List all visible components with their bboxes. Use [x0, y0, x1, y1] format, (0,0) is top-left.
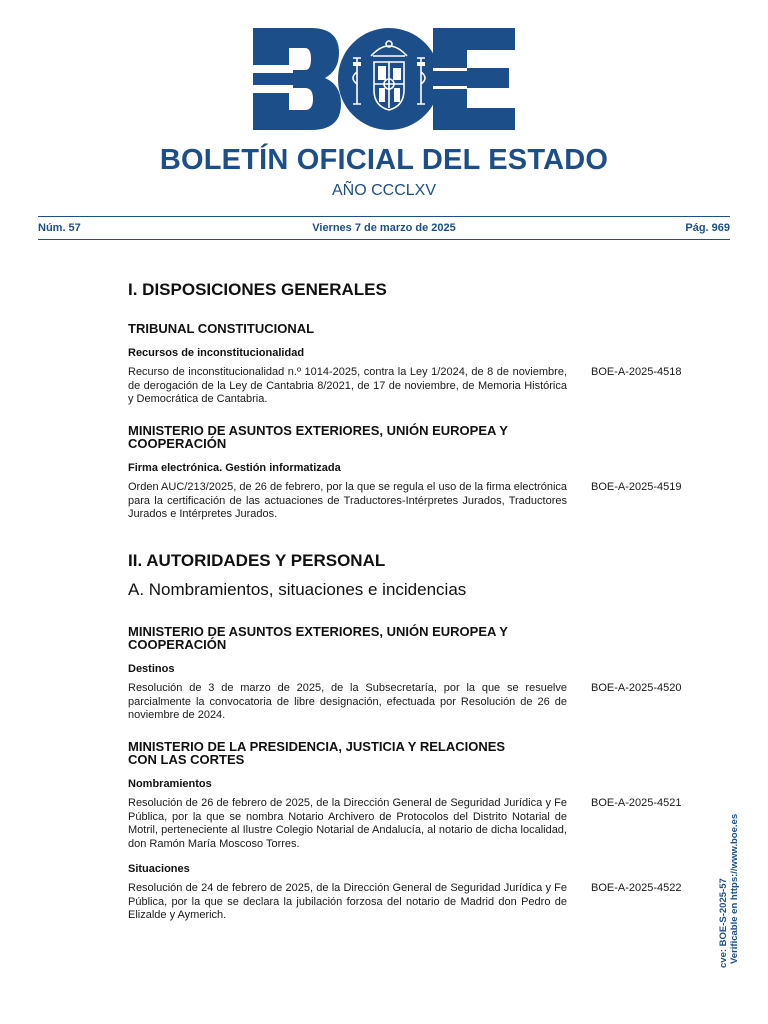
department-title-line: MINISTERIO DE ASUNTOS EXTERIORES, UNIÓN EUROPEA Y — [128, 423, 508, 438]
masthead-year: AÑO CCCLXV — [331, 182, 437, 199]
department-title — [128, 625, 568, 651]
verification-link[interactable]: Verificable en https://www.boe.es — [729, 813, 740, 964]
entry-code-link[interactable]: BOE-A-2025-4520 — [591, 682, 682, 694]
department-title — [128, 424, 568, 450]
entry-text: Resolución de 3 de marzo de 2025, de la Subsecretaría, por la que se resuelve parcialmente la convocatoria de libre designación, efectuada por Resolución de 26 de noviembre de 2024. — [128, 682, 567, 722]
department-title-line: MINISTERIO DE LA PRESIDENCIA, JUSTICIA Y RELACIONES — [128, 739, 506, 754]
issue-date: Viernes 7 de marzo de 2025 — [312, 222, 456, 234]
entry-text: Resolución de 26 de febrero de 2025, de la Dirección General de Seguridad Jurídica y Fe Pública, por la que se nombra Notario Archivero de Protocolos del Distrito Notarial de Motril, perteneciente al Ilustre Colegio Notarial de Andalucía, al notario de dicha localidad, don Ramón María Moscoso Torres. — [128, 797, 567, 850]
entry-text: Orden AUC/213/2025, de 26 de febrero, por la que se regula el uso de la firma electrónica para la certificación de las actuaciones de Traductores-Intérpretes Jurados, Traductores Jurados e Intérpretes Jurados. — [128, 481, 567, 521]
section-title-disposiciones: I. DISPOSICIONES GENERALES — [128, 280, 387, 299]
department-title-line: COOPERACIÓN — [128, 436, 227, 451]
department-title: TRIBUNAL CONSTITUCIONAL — [128, 321, 315, 336]
topic-title: Nombramientos — [128, 778, 212, 790]
entry-code-link[interactable]: BOE-A-2025-4518 — [591, 366, 682, 378]
entry-text: Resolución de 24 de febrero de 2025, de la Dirección General de Seguridad Jurídica y Fe Pública, por la que se declara la jubilación forzosa del notario de Madrid don Pedro de Elizalde y Aymerich. — [128, 882, 567, 922]
boe-coat-of-arms-logo — [253, 28, 515, 130]
issue-info-bar — [38, 216, 730, 240]
topic-title: Firma electrónica. Gestión informatizada — [128, 462, 341, 474]
topic-title: Recursos de inconstitucionalidad — [128, 347, 305, 359]
cve-identifier: cve: BOE-S-2025-57 — [718, 878, 729, 968]
topic-title: Situaciones — [128, 863, 190, 875]
department-title-line: MINISTERIO DE ASUNTOS EXTERIORES, UNIÓN EUROPEA Y — [128, 624, 508, 639]
department-title — [128, 740, 568, 766]
entry-code-link[interactable]: BOE-A-2025-4521 — [591, 797, 682, 809]
subsection-title: A. Nombramientos, situaciones e incidencias — [128, 580, 467, 599]
masthead-title: BOLETÍN OFICIAL DEL ESTADO — [159, 144, 609, 176]
issue-number: Núm. 57 — [38, 222, 81, 234]
department-title-line: CON LAS CORTES — [128, 752, 245, 767]
page-number: Pág. 969 — [685, 222, 730, 234]
department-title-line: COOPERACIÓN — [128, 637, 227, 652]
entry-text: Recurso de inconstitucionalidad n.º 1014-2025, contra la Ley 1/2024, de 8 de noviembre, de derogación de la Ley de Cantabria 8/2021, de 17 de noviembre, de Memoria Histórica y Democrática de Cantabria. — [128, 366, 567, 406]
entry-code-link[interactable]: BOE-A-2025-4522 — [591, 882, 682, 894]
section-title-autoridades: II. AUTORIDADES Y PERSONAL — [128, 551, 386, 570]
entry-code-link[interactable]: BOE-A-2025-4519 — [591, 481, 682, 493]
topic-title: Destinos — [128, 663, 175, 675]
